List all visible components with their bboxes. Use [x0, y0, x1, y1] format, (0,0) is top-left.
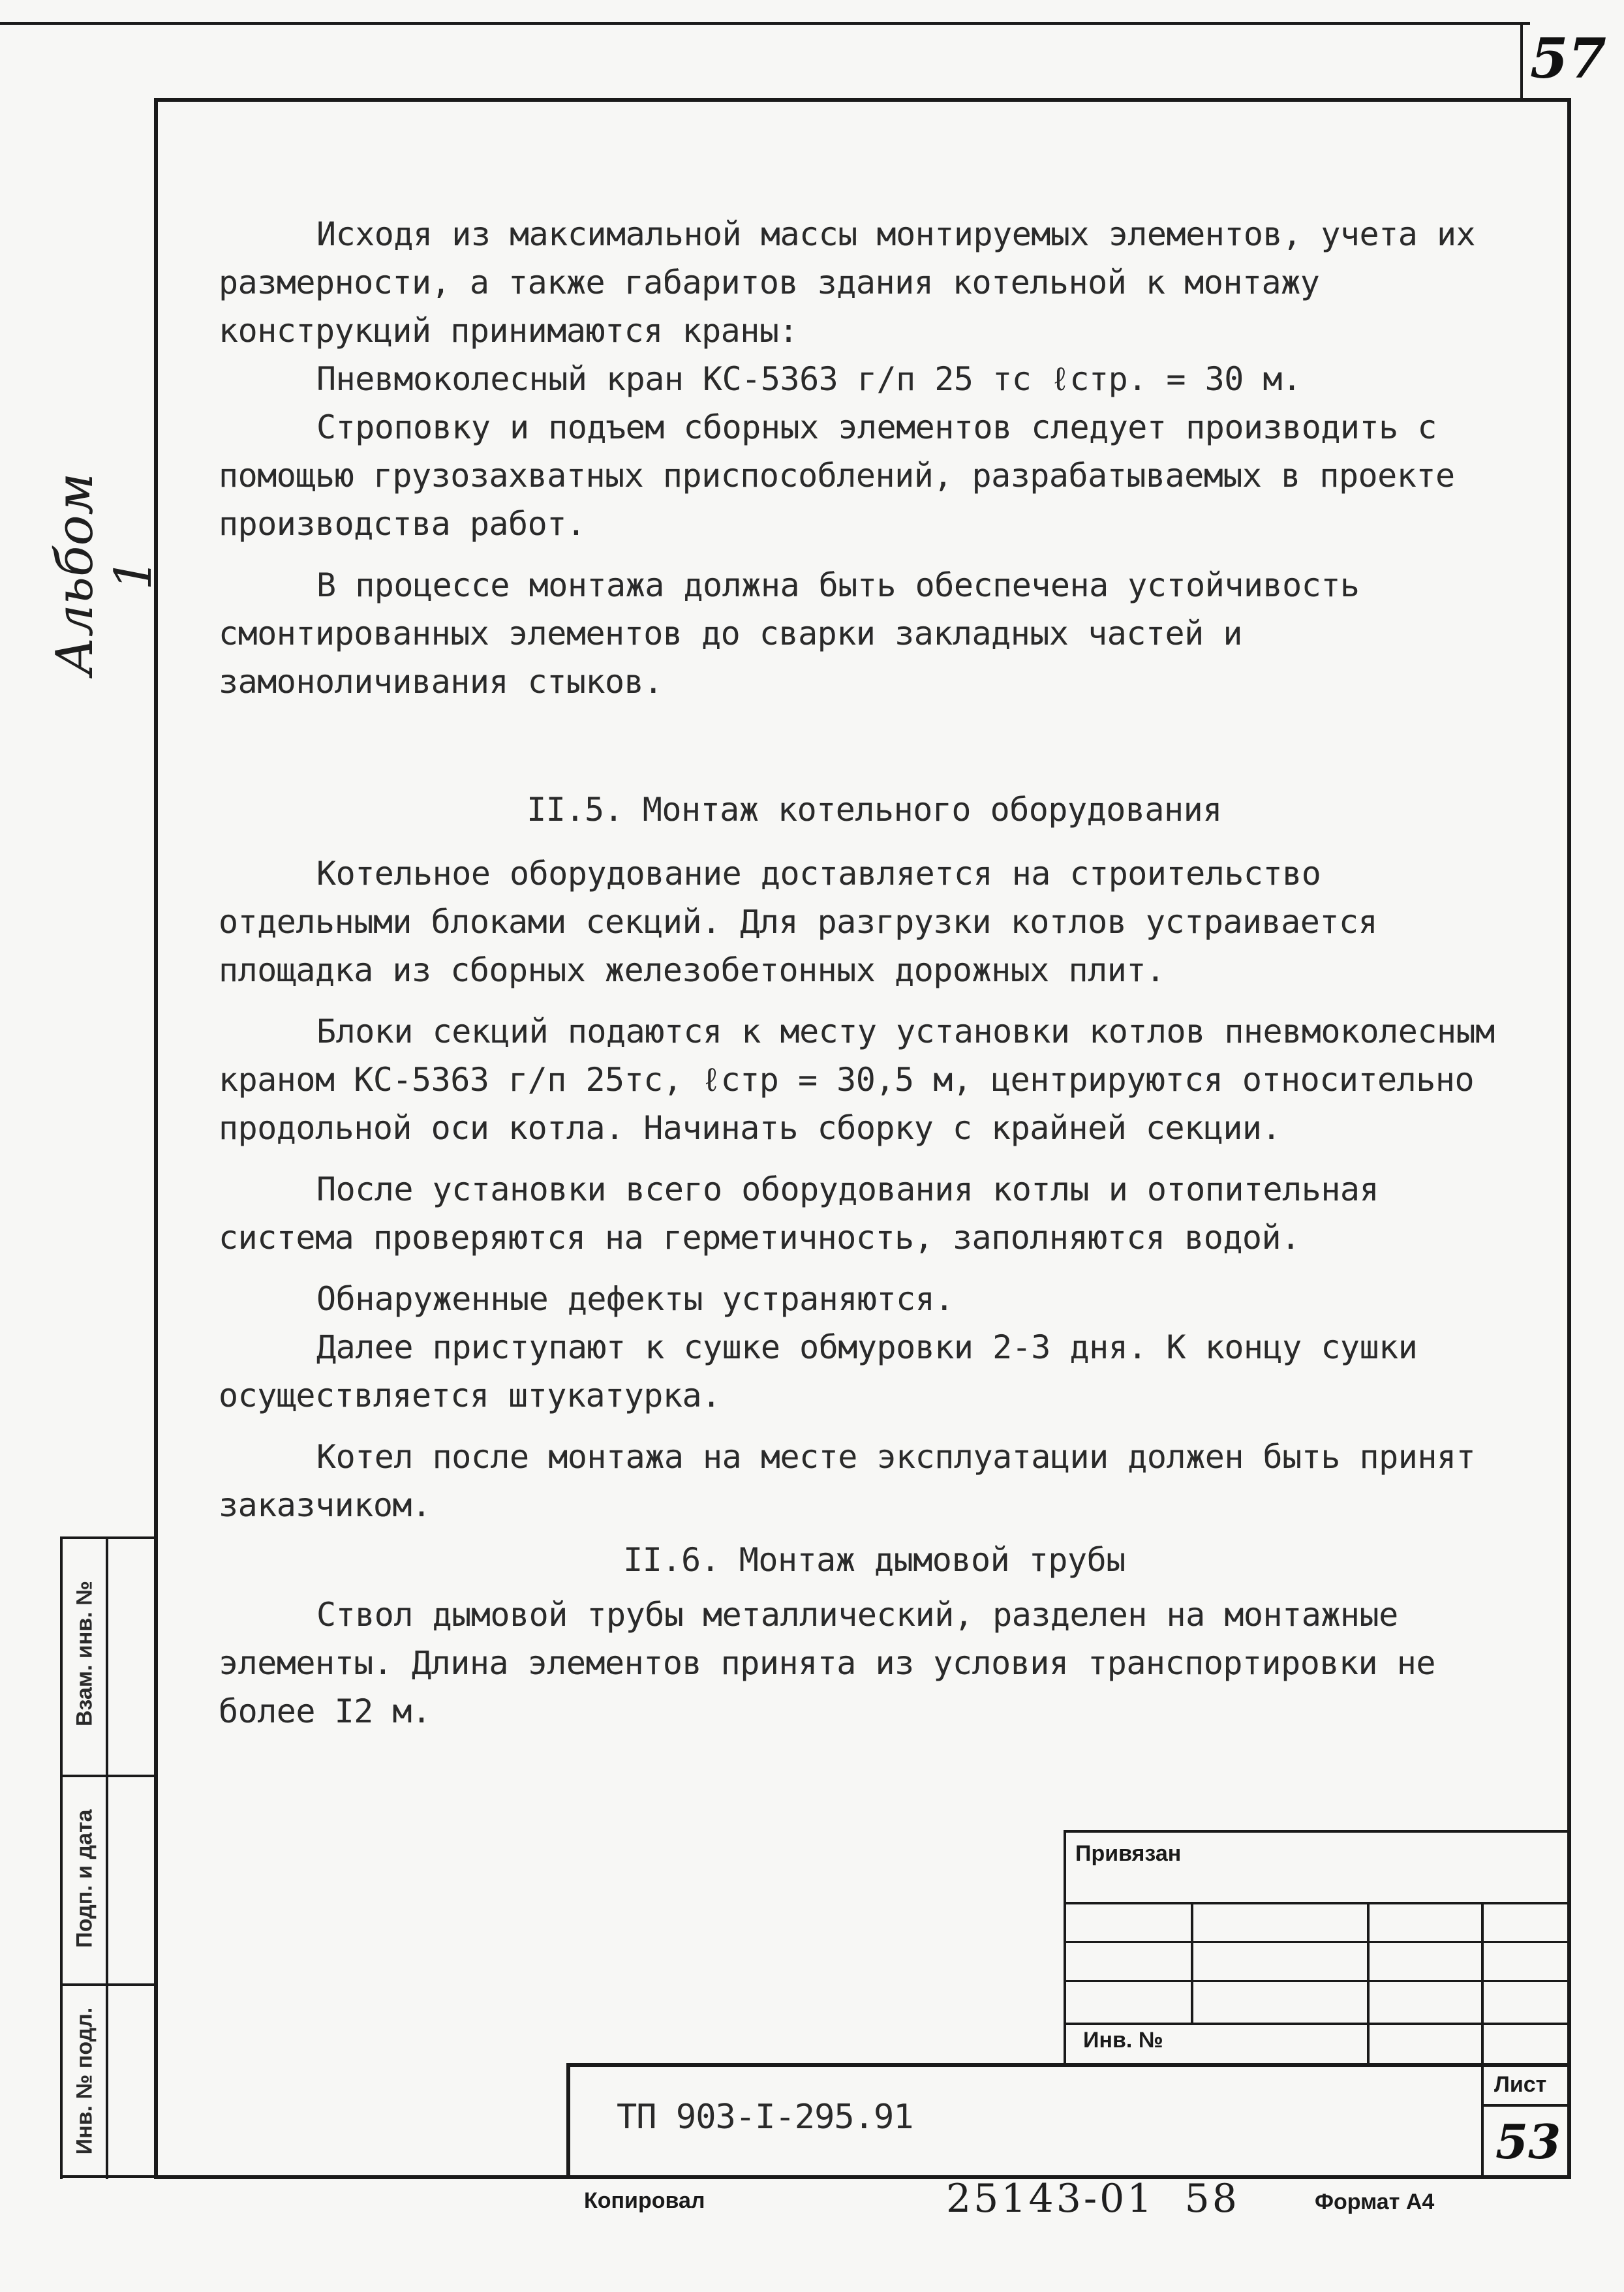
- paragraph: Обнаруженные дефекты устраняются.: [316, 1280, 954, 1318]
- tb-main-left: [566, 2063, 570, 2179]
- format-label: Формат А4: [1315, 2190, 1435, 2214]
- kopiroval-label: Копировал: [584, 2188, 705, 2213]
- privyazan-label: Привязан: [1075, 1841, 1182, 1866]
- frame-bottom: [154, 2175, 1571, 2179]
- footer-handwritten-code: 25143-01 58: [946, 2176, 1240, 2222]
- podp-data-label: Подп. и дата: [72, 1809, 97, 1948]
- section-heading: II.5. Монтаж котельного оборудования: [527, 791, 1222, 829]
- paragraph: Ствол дымовой трубы металлический, разделен на монтажные элементы. Длина элементов принята из условия транспортировки не более I2 м.: [219, 1596, 1435, 1730]
- inv-podl-label: Инв. № подл.: [72, 2007, 97, 2155]
- album-label: Альбом 1: [46, 472, 163, 676]
- tb-upper-left: [1064, 1830, 1066, 2065]
- frame-right: [1567, 98, 1571, 2179]
- paragraph: Блоки секций подаются к месту установки котлов пневмоколесным краном КС-5363 г/п 25тс, ℓстр = 30,5 м, центрируются относительно продольной оси котла. Начинать сборку с крайней секции.: [219, 1013, 1495, 1147]
- frame-left: [154, 98, 158, 2179]
- tb-col-2: [1367, 1902, 1370, 2065]
- paragraph: Исходя из максимальной массы монтируемых элементов, учета их размерности, а также габаритов здания котельной к монтажу конструкций принимаются краны:: [219, 215, 1476, 350]
- paragraph: После установки всего оборудования котлы и отопительная система проверяются на герметичность, заполняются водой.: [219, 1170, 1379, 1257]
- doc-code: ТП 903-I-295.91: [617, 2098, 913, 2137]
- tb-row-d: [1064, 2023, 1571, 2025]
- sheet-number: 53: [1495, 2114, 1561, 2169]
- side-stamp-divider: [106, 1536, 108, 2179]
- paragraph: Пневмоколесный кран КС-5363 г/п 25 тс ℓстр. = 30 м.: [316, 360, 1302, 398]
- tb-sheet-divider: [1481, 2104, 1571, 2107]
- paragraph: Строповку и подъем сборных элементов следует производить с помощью грузозахватных приспособлений, разрабатываемых в проекте производства работ.: [219, 408, 1455, 543]
- tb-row-b: [1064, 1941, 1571, 1943]
- page-number-top: 57: [1530, 26, 1606, 91]
- page-number-box-left: [1520, 22, 1523, 100]
- paragraph: Далее приступают к сушке обмуровки 2-3 дня. К концу сушки осуществляется штукатурка.: [219, 1328, 1418, 1414]
- inv-no-label: Инв. №: [1083, 2028, 1163, 2053]
- tb-main-top: [566, 2063, 1571, 2067]
- frame-top: [154, 98, 1571, 102]
- tb-sheet-left: [1481, 2063, 1484, 2179]
- paragraph: Котельное оборудование доставляется на строительство отдельными блоками секций. Для разгрузки котлов устраивается площадка из сборных железобетонных дорожных плит.: [219, 855, 1378, 989]
- side-stamp-left: [60, 1536, 63, 2179]
- vzam-inv-label: Взам. инв. №: [72, 1580, 97, 1727]
- paragraph: В процессе монтажа должна быть обеспечена устойчивость смонтированных элементов до сварки закладных частей и замоноличивания стыков.: [219, 566, 1360, 701]
- tb-col-3: [1481, 1902, 1484, 2065]
- tb-row-a: [1064, 1902, 1571, 1904]
- tb-row-c: [1064, 1980, 1571, 1982]
- top-rule: [0, 22, 1530, 25]
- tb-col-1: [1191, 1902, 1193, 2023]
- section-heading: II.6. Монтаж дымовой трубы: [623, 1541, 1126, 1579]
- tb-upper-top: [1064, 1830, 1571, 1833]
- sheet-label: Лист: [1494, 2072, 1547, 2097]
- paragraph: Котел после монтажа на месте эксплуатации должен быть принят заказчиком.: [219, 1438, 1476, 1524]
- document-body: [219, 210, 1530, 1735]
